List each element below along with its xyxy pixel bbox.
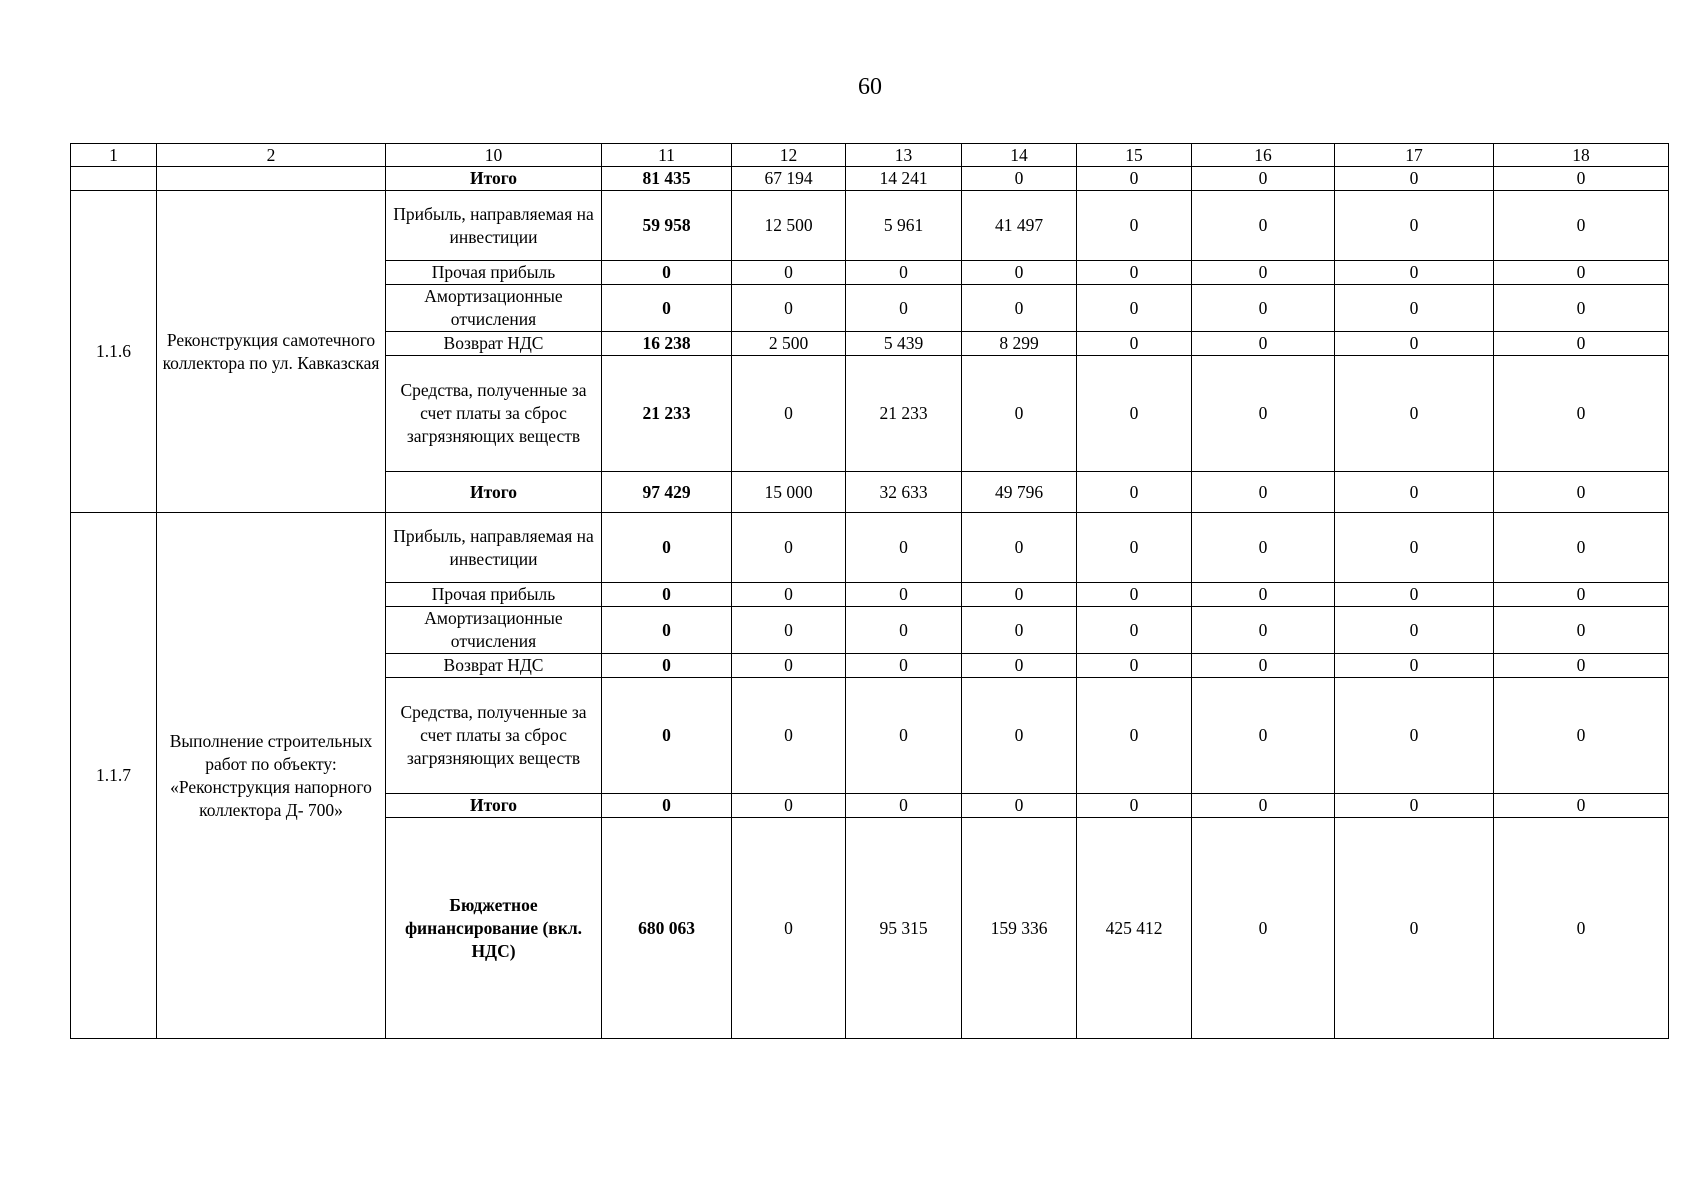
value-cell: 0: [1192, 607, 1335, 654]
value-cell: 0: [962, 583, 1077, 607]
value-cell: 0: [1192, 356, 1335, 472]
value-cell: 32 633: [846, 472, 962, 513]
total-value-cell: 0: [602, 261, 732, 285]
value-cell: 0: [732, 356, 846, 472]
value-cell: 0: [1192, 167, 1335, 191]
row-label: Прибыль, направляемая на инвестиции: [386, 191, 602, 261]
column-header: 11: [602, 144, 732, 167]
value-cell: 0: [1335, 285, 1494, 332]
value-cell: 0: [1335, 356, 1494, 472]
value-cell: 0: [1335, 261, 1494, 285]
value-cell: 8 299: [962, 332, 1077, 356]
page-number: 60: [858, 74, 882, 100]
value-cell: 0: [962, 678, 1077, 794]
value-cell: 0: [846, 513, 962, 583]
value-cell: 0: [962, 167, 1077, 191]
row-label: Итого: [386, 472, 602, 513]
value-cell: 0: [1494, 285, 1669, 332]
total-value-cell: 81 435: [602, 167, 732, 191]
value-cell: 0: [732, 654, 846, 678]
value-cell: 0: [1335, 167, 1494, 191]
value-cell: 0: [1494, 654, 1669, 678]
row-label: Амортизационные отчисления: [386, 285, 602, 332]
value-cell: 0: [846, 678, 962, 794]
column-header: 12: [732, 144, 846, 167]
value-cell: 0: [1494, 583, 1669, 607]
table-row: [71, 167, 1669, 191]
total-value-cell: 97 429: [602, 472, 732, 513]
value-cell: 41 497: [962, 191, 1077, 261]
object-name: Реконструкция самотечного коллектора по ул. Кавказская: [157, 191, 386, 513]
value-cell: 0: [732, 818, 846, 1039]
value-cell: 49 796: [962, 472, 1077, 513]
value-cell: 425 412: [1077, 818, 1192, 1039]
value-cell: 0: [962, 794, 1077, 818]
value-cell: 0: [1077, 472, 1192, 513]
value-cell: 0: [1077, 332, 1192, 356]
value-cell: 0: [1494, 356, 1669, 472]
row-label: Амортизационные отчисления: [386, 607, 602, 654]
total-value-cell: 680 063: [602, 818, 732, 1039]
column-header: 13: [846, 144, 962, 167]
value-cell: 0: [846, 654, 962, 678]
value-cell: 0: [732, 678, 846, 794]
value-cell: 0: [1494, 678, 1669, 794]
column-header: 2: [157, 144, 386, 167]
row-label: Средства, полученные за счет платы за сброс загрязняющих веществ: [386, 356, 602, 472]
total-value-cell: 0: [602, 794, 732, 818]
value-cell: 0: [1077, 794, 1192, 818]
row-label: Итого: [386, 794, 602, 818]
total-value-cell: 0: [602, 678, 732, 794]
value-cell: 0: [1494, 818, 1669, 1039]
value-cell: 0: [962, 261, 1077, 285]
value-cell: 0: [962, 356, 1077, 472]
column-header: 17: [1335, 144, 1494, 167]
value-cell: 0: [1192, 332, 1335, 356]
object-name-cell: [157, 167, 386, 191]
value-cell: 0: [1335, 472, 1494, 513]
column-header: 15: [1077, 144, 1192, 167]
row-label: Прибыль, направляемая на инвестиции: [386, 513, 602, 583]
column-header: 18: [1494, 144, 1669, 167]
value-cell: 0: [1192, 654, 1335, 678]
object-number: 1.1.7: [71, 513, 157, 1039]
value-cell: 0: [1335, 678, 1494, 794]
object-name: Выполнение строительных работ по объекту: «Реконструкция напорного коллектора Д- 700»: [157, 513, 386, 1039]
value-cell: 0: [1335, 513, 1494, 583]
value-cell: 0: [962, 513, 1077, 583]
value-cell: 0: [1494, 513, 1669, 583]
value-cell: 0: [1077, 607, 1192, 654]
value-cell: 159 336: [962, 818, 1077, 1039]
row-label: Прочая прибыль: [386, 261, 602, 285]
value-cell: 0: [1077, 167, 1192, 191]
value-cell: 0: [962, 285, 1077, 332]
value-cell: 0: [1192, 818, 1335, 1039]
value-cell: 0: [1335, 332, 1494, 356]
value-cell: 0: [1077, 678, 1192, 794]
object-number: 1.1.6: [71, 191, 157, 513]
value-cell: 0: [1077, 285, 1192, 332]
value-cell: 12 500: [732, 191, 846, 261]
value-cell: 0: [1335, 607, 1494, 654]
table-row: [71, 191, 1669, 261]
value-cell: 0: [846, 261, 962, 285]
value-cell: 0: [732, 513, 846, 583]
column-header: 1: [71, 144, 157, 167]
total-value-cell: 0: [602, 607, 732, 654]
row-number-cell: [71, 167, 157, 191]
value-cell: 2 500: [732, 332, 846, 356]
value-cell: 0: [962, 607, 1077, 654]
value-cell: 0: [1494, 261, 1669, 285]
value-cell: 0: [1077, 356, 1192, 472]
value-cell: 0: [846, 794, 962, 818]
value-cell: 0: [1494, 607, 1669, 654]
value-cell: 14 241: [846, 167, 962, 191]
value-cell: 0: [846, 285, 962, 332]
column-header: 14: [962, 144, 1077, 167]
value-cell: 0: [1077, 583, 1192, 607]
value-cell: 95 315: [846, 818, 962, 1039]
total-value-cell: 0: [602, 583, 732, 607]
value-cell: 0: [1077, 191, 1192, 261]
row-label: Возврат НДС: [386, 654, 602, 678]
value-cell: 0: [732, 583, 846, 607]
value-cell: 0: [732, 261, 846, 285]
row-label: Возврат НДС: [386, 332, 602, 356]
table-row: [71, 513, 1669, 583]
column-header: 16: [1192, 144, 1335, 167]
value-cell: 0: [1192, 472, 1335, 513]
total-value-cell: 0: [602, 513, 732, 583]
value-cell: 0: [1494, 167, 1669, 191]
value-cell: 0: [1192, 191, 1335, 261]
total-value-cell: 0: [602, 654, 732, 678]
value-cell: 0: [1077, 513, 1192, 583]
value-cell: 0: [1192, 285, 1335, 332]
value-cell: 0: [732, 794, 846, 818]
value-cell: 0: [1494, 191, 1669, 261]
value-cell: 0: [732, 285, 846, 332]
value-cell: 0: [1335, 794, 1494, 818]
value-cell: 5 961: [846, 191, 962, 261]
investment-table: [70, 143, 1669, 1039]
value-cell: 0: [1494, 794, 1669, 818]
total-value-cell: 0: [602, 285, 732, 332]
row-label: Средства, полученные за счет платы за сброс загрязняющих веществ: [386, 678, 602, 794]
value-cell: 0: [1192, 261, 1335, 285]
row-label: Бюджетное финансирование (вкл. НДС): [386, 818, 602, 1039]
value-cell: 0: [1192, 513, 1335, 583]
value-cell: 67 194: [732, 167, 846, 191]
value-cell: 0: [1335, 818, 1494, 1039]
value-cell: 0: [1192, 583, 1335, 607]
value-cell: 5 439: [846, 332, 962, 356]
total-value-cell: 59 958: [602, 191, 732, 261]
value-cell: 0: [1335, 583, 1494, 607]
value-cell: 21 233: [846, 356, 962, 472]
value-cell: 0: [732, 607, 846, 654]
total-value-cell: 21 233: [602, 356, 732, 472]
value-cell: 0: [1494, 472, 1669, 513]
value-cell: 0: [846, 583, 962, 607]
row-label: Итого: [386, 167, 602, 191]
value-cell: 0: [1077, 261, 1192, 285]
value-cell: 15 000: [732, 472, 846, 513]
column-header: 10: [386, 144, 602, 167]
value-cell: 0: [962, 654, 1077, 678]
value-cell: 0: [1335, 191, 1494, 261]
value-cell: 0: [1192, 794, 1335, 818]
value-cell: 0: [846, 607, 962, 654]
row-label: Прочая прибыль: [386, 583, 602, 607]
header-row: [71, 144, 1669, 167]
value-cell: 0: [1494, 332, 1669, 356]
value-cell: 0: [1335, 654, 1494, 678]
value-cell: 0: [1077, 654, 1192, 678]
value-cell: 0: [1192, 678, 1335, 794]
total-value-cell: 16 238: [602, 332, 732, 356]
